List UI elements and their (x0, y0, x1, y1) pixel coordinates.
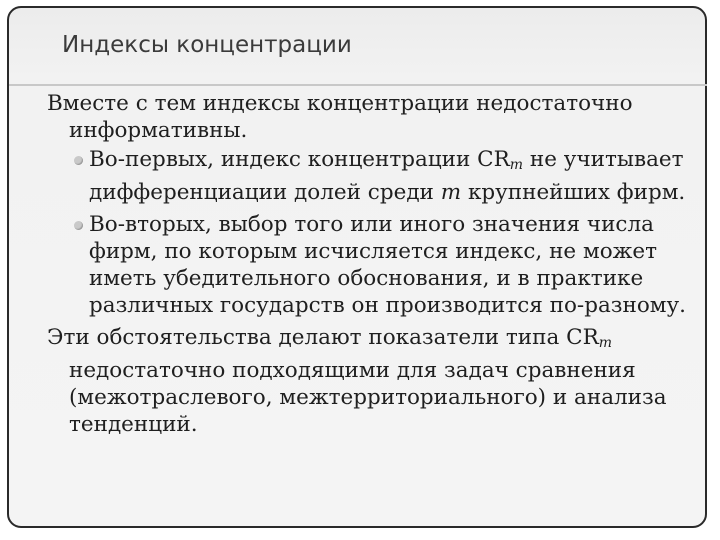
bullet-item-second (47, 211, 687, 319)
bullet-dot-icon (74, 221, 83, 230)
paragraph-conclusion (47, 324, 687, 438)
bullet-second-text: Во-вторых, выбор того или иного значения числа фирм, по которым исчисляется индекс, не может иметь убедительного обоснования, и в практике различных государств он производится по-разному. (89, 212, 686, 318)
conclusion-text-end: недостаточно подходящими для задач сравнения (межотраслевого, межтерриториального) и анализа тенденций. (69, 358, 667, 437)
conclusion-text-start: Эти обстоятельства делают показатели типа CR (47, 325, 599, 350)
bullet-first-text-start: Во-первых, индекс концентрации CR (89, 147, 510, 172)
bullet-dot-icon (74, 156, 83, 165)
bullet-first-text-mid: не учитывает дифференциации долей среди (89, 147, 684, 205)
slide-title: Индексы концентрации (62, 32, 352, 58)
paragraph-intro: Вместе с тем индексы концентрации недостаточно информативны. (47, 91, 633, 143)
bullet-item-first (47, 146, 687, 206)
bullet-list (47, 146, 687, 319)
cr-subscript: m (598, 335, 613, 351)
bullet-first-text-end: крупнейших фирм. (461, 180, 686, 205)
title-divider (9, 84, 707, 86)
italic-m: m (440, 180, 462, 205)
slide-content (47, 90, 687, 438)
cr-subscript: m (509, 157, 524, 173)
